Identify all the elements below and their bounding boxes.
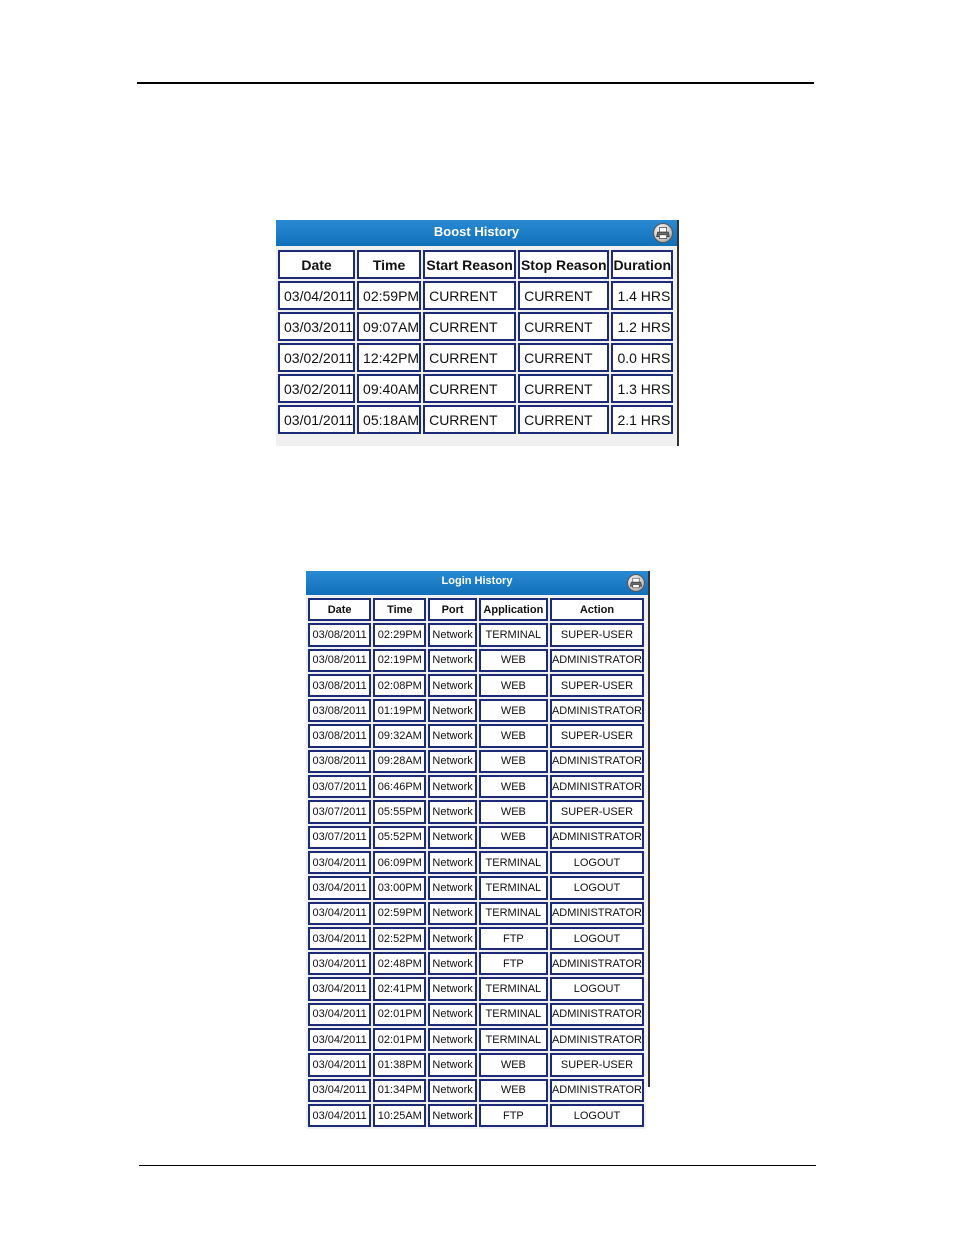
cell-time: 01:38PM: [373, 1053, 426, 1076]
column-header-application[interactable]: Application: [479, 598, 548, 621]
cell-time: 01:19PM: [373, 699, 426, 722]
table-row: [308, 876, 644, 899]
cell-port: Network: [428, 800, 476, 823]
cell-port: Network: [428, 750, 476, 773]
cell-time: 02:59PM: [373, 902, 426, 925]
table-header-row: [278, 250, 673, 279]
cell-start-reason: CURRENT: [423, 312, 516, 341]
cell-date: 03/07/2011: [308, 775, 371, 798]
login-history-table: [306, 596, 646, 1129]
table-row: [278, 405, 673, 434]
cell-action: SUPER-USER: [550, 800, 644, 823]
cell-application: WEB: [479, 1053, 548, 1076]
cell-date: 03/03/2011: [278, 312, 355, 341]
cell-duration: 2.1 HRS: [611, 405, 673, 434]
cell-time: 02:19PM: [373, 649, 426, 672]
cell-time: 09:07AM: [357, 312, 421, 341]
cell-time: 02:29PM: [373, 623, 426, 646]
cell-application: WEB: [479, 826, 548, 849]
table-row: [308, 674, 644, 697]
cell-date: 03/04/2011: [308, 1053, 371, 1076]
cell-action: ADMINISTRATOR: [550, 952, 644, 975]
table-row: [278, 343, 673, 372]
cell-action: ADMINISTRATOR: [550, 699, 644, 722]
boost-history-title: Boost History: [433, 224, 520, 239]
cell-action: SUPER-USER: [550, 674, 644, 697]
cell-date: 03/04/2011: [308, 977, 371, 1000]
cell-start-reason: CURRENT: [423, 405, 516, 434]
table-row: [308, 952, 644, 975]
cell-action: ADMINISTRATOR: [550, 750, 644, 773]
login-history-title: Login History: [441, 575, 513, 587]
cell-port: Network: [428, 977, 476, 1000]
cell-port: Network: [428, 724, 476, 747]
cell-action: ADMINISTRATOR: [550, 775, 644, 798]
boost-history-footer: [276, 436, 677, 458]
cell-port: Network: [428, 674, 476, 697]
cell-time: 09:32AM: [373, 724, 426, 747]
cell-time: 02:52PM: [373, 927, 426, 950]
cell-duration: 0.0 HRS: [611, 343, 673, 372]
cell-application: WEB: [479, 800, 548, 823]
cell-action: ADMINISTRATOR: [550, 1079, 644, 1102]
cell-start-reason: CURRENT: [423, 374, 516, 403]
cell-date: 03/04/2011: [308, 1003, 371, 1026]
cell-application: FTP: [479, 952, 548, 975]
table-row: [278, 374, 673, 403]
cell-stop-reason: CURRENT: [518, 374, 609, 403]
cell-time: 02:01PM: [373, 1003, 426, 1026]
login-history-title-bar: [306, 571, 648, 595]
cell-date: 03/04/2011: [308, 952, 371, 975]
cell-application: TERMINAL: [479, 623, 548, 646]
column-header-start-reason[interactable]: Start Reason: [423, 250, 516, 279]
cell-application: WEB: [479, 724, 548, 747]
cell-time: 05:55PM: [373, 800, 426, 823]
cell-application: WEB: [479, 775, 548, 798]
cell-stop-reason: CURRENT: [518, 405, 609, 434]
column-header-time[interactable]: Time: [373, 598, 426, 621]
cell-application: WEB: [479, 649, 548, 672]
cell-time: 05:18AM: [357, 405, 421, 434]
cell-application: WEB: [479, 674, 548, 697]
cell-port: Network: [428, 1028, 476, 1051]
table-row: [278, 281, 673, 310]
cell-date: 03/04/2011: [308, 927, 371, 950]
table-row: [308, 902, 644, 925]
cell-port: Network: [428, 775, 476, 798]
cell-duration: 1.2 HRS: [611, 312, 673, 341]
table-row: [308, 977, 644, 1000]
cell-time: 05:52PM: [373, 826, 426, 849]
cell-application: TERMINAL: [479, 876, 548, 899]
cell-time: 02:08PM: [373, 674, 426, 697]
cell-date: 03/04/2011: [308, 851, 371, 874]
table-row: [308, 1079, 644, 1102]
cell-time: 01:34PM: [373, 1079, 426, 1102]
cell-time: 09:28AM: [373, 750, 426, 773]
cell-application: TERMINAL: [479, 902, 548, 925]
cell-port: Network: [428, 699, 476, 722]
cell-action: ADMINISTRATOR: [550, 902, 644, 925]
cell-date: 03/02/2011: [278, 343, 355, 372]
column-header-port[interactable]: Port: [428, 598, 476, 621]
cell-date: 03/08/2011: [308, 623, 371, 646]
cell-date: 03/04/2011: [278, 281, 355, 310]
table-row: [308, 750, 644, 773]
cell-time: 02:41PM: [373, 977, 426, 1000]
cell-date: 03/04/2011: [308, 1079, 371, 1102]
cell-date: 03/01/2011: [278, 405, 355, 434]
cell-time: 06:09PM: [373, 851, 426, 874]
cell-date: 03/08/2011: [308, 699, 371, 722]
table-row: [308, 775, 644, 798]
cell-stop-reason: CURRENT: [518, 312, 609, 341]
cell-stop-reason: CURRENT: [518, 343, 609, 372]
column-header-action[interactable]: Action: [550, 598, 644, 621]
cell-port: Network: [428, 649, 476, 672]
cell-port: Network: [428, 927, 476, 950]
cell-action: SUPER-USER: [550, 1053, 644, 1076]
cell-date: 03/04/2011: [308, 876, 371, 899]
cell-time: 12:42PM: [357, 343, 421, 372]
cell-date: 03/08/2011: [308, 750, 371, 773]
column-header-date[interactable]: Date: [278, 250, 355, 279]
cell-action: LOGOUT: [550, 927, 644, 950]
cell-time: 02:59PM: [357, 281, 421, 310]
column-header-stop-reason[interactable]: Stop Reason: [518, 250, 609, 279]
cell-port: Network: [428, 826, 476, 849]
column-header-duration[interactable]: Duration: [611, 250, 673, 279]
print-icon[interactable]: [627, 574, 645, 592]
table-row: [308, 927, 644, 950]
cell-port: Network: [428, 902, 476, 925]
cell-start-reason: CURRENT: [423, 343, 516, 372]
cell-date: 03/02/2011: [278, 374, 355, 403]
cell-application: TERMINAL: [479, 1003, 548, 1026]
column-header-date[interactable]: Date: [308, 598, 371, 621]
cell-start-reason: CURRENT: [423, 281, 516, 310]
cell-action: ADMINISTRATOR: [550, 826, 644, 849]
boost-history-title-bar: [276, 220, 677, 246]
cell-action: ADMINISTRATOR: [550, 1028, 644, 1051]
cell-application: WEB: [479, 750, 548, 773]
header-rule: [137, 82, 814, 84]
cell-action: LOGOUT: [550, 1104, 644, 1127]
cell-port: Network: [428, 1053, 476, 1076]
cell-application: FTP: [479, 1104, 548, 1127]
cell-application: WEB: [479, 699, 548, 722]
cell-date: 03/08/2011: [308, 674, 371, 697]
footer-rule: [139, 1165, 816, 1166]
table-header-row: [308, 598, 644, 621]
cell-date: 03/08/2011: [308, 724, 371, 747]
column-header-time[interactable]: Time: [357, 250, 421, 279]
table-row: [308, 826, 644, 849]
cell-port: Network: [428, 1079, 476, 1102]
table-row: [308, 623, 644, 646]
cell-application: TERMINAL: [479, 1028, 548, 1051]
cell-application: WEB: [479, 1079, 548, 1102]
table-row: [308, 724, 644, 747]
cell-action: LOGOUT: [550, 876, 644, 899]
cell-port: Network: [428, 623, 476, 646]
cell-date: 03/04/2011: [308, 1104, 371, 1127]
boost-history-table: [276, 248, 675, 436]
cell-action: SUPER-USER: [550, 724, 644, 747]
table-row: [308, 1003, 644, 1026]
cell-port: Network: [428, 1104, 476, 1127]
login-history-panel: [306, 571, 650, 1122]
cell-duration: 1.3 HRS: [611, 374, 673, 403]
table-row: [308, 851, 644, 874]
cell-action: ADMINISTRATOR: [550, 649, 644, 672]
cell-application: TERMINAL: [479, 851, 548, 874]
cell-port: Network: [428, 1003, 476, 1026]
cell-time: 03:00PM: [373, 876, 426, 899]
cell-date: 03/07/2011: [308, 800, 371, 823]
cell-port: Network: [428, 851, 476, 874]
cell-port: Network: [428, 952, 476, 975]
cell-action: LOGOUT: [550, 977, 644, 1000]
table-row: [308, 1104, 644, 1127]
cell-time: 10:25AM: [373, 1104, 426, 1127]
cell-stop-reason: CURRENT: [518, 281, 609, 310]
cell-application: TERMINAL: [479, 977, 548, 1000]
table-row: [308, 699, 644, 722]
cell-port: Network: [428, 876, 476, 899]
cell-time: 09:40AM: [357, 374, 421, 403]
boost-history-panel: [276, 220, 679, 446]
table-row: [308, 649, 644, 672]
table-row: [308, 1028, 644, 1051]
table-row: [308, 1053, 644, 1076]
cell-action: ADMINISTRATOR: [550, 1003, 644, 1026]
cell-time: 06:46PM: [373, 775, 426, 798]
table-row: [278, 312, 673, 341]
cell-date: 03/04/2011: [308, 1028, 371, 1051]
print-icon[interactable]: [653, 223, 673, 243]
cell-action: LOGOUT: [550, 851, 644, 874]
cell-duration: 1.4 HRS: [611, 281, 673, 310]
cell-application: FTP: [479, 927, 548, 950]
cell-time: 02:48PM: [373, 952, 426, 975]
cell-date: 03/04/2011: [308, 902, 371, 925]
table-row: [308, 800, 644, 823]
cell-date: 03/07/2011: [308, 826, 371, 849]
cell-time: 02:01PM: [373, 1028, 426, 1051]
cell-date: 03/08/2011: [308, 649, 371, 672]
cell-action: SUPER-USER: [550, 623, 644, 646]
